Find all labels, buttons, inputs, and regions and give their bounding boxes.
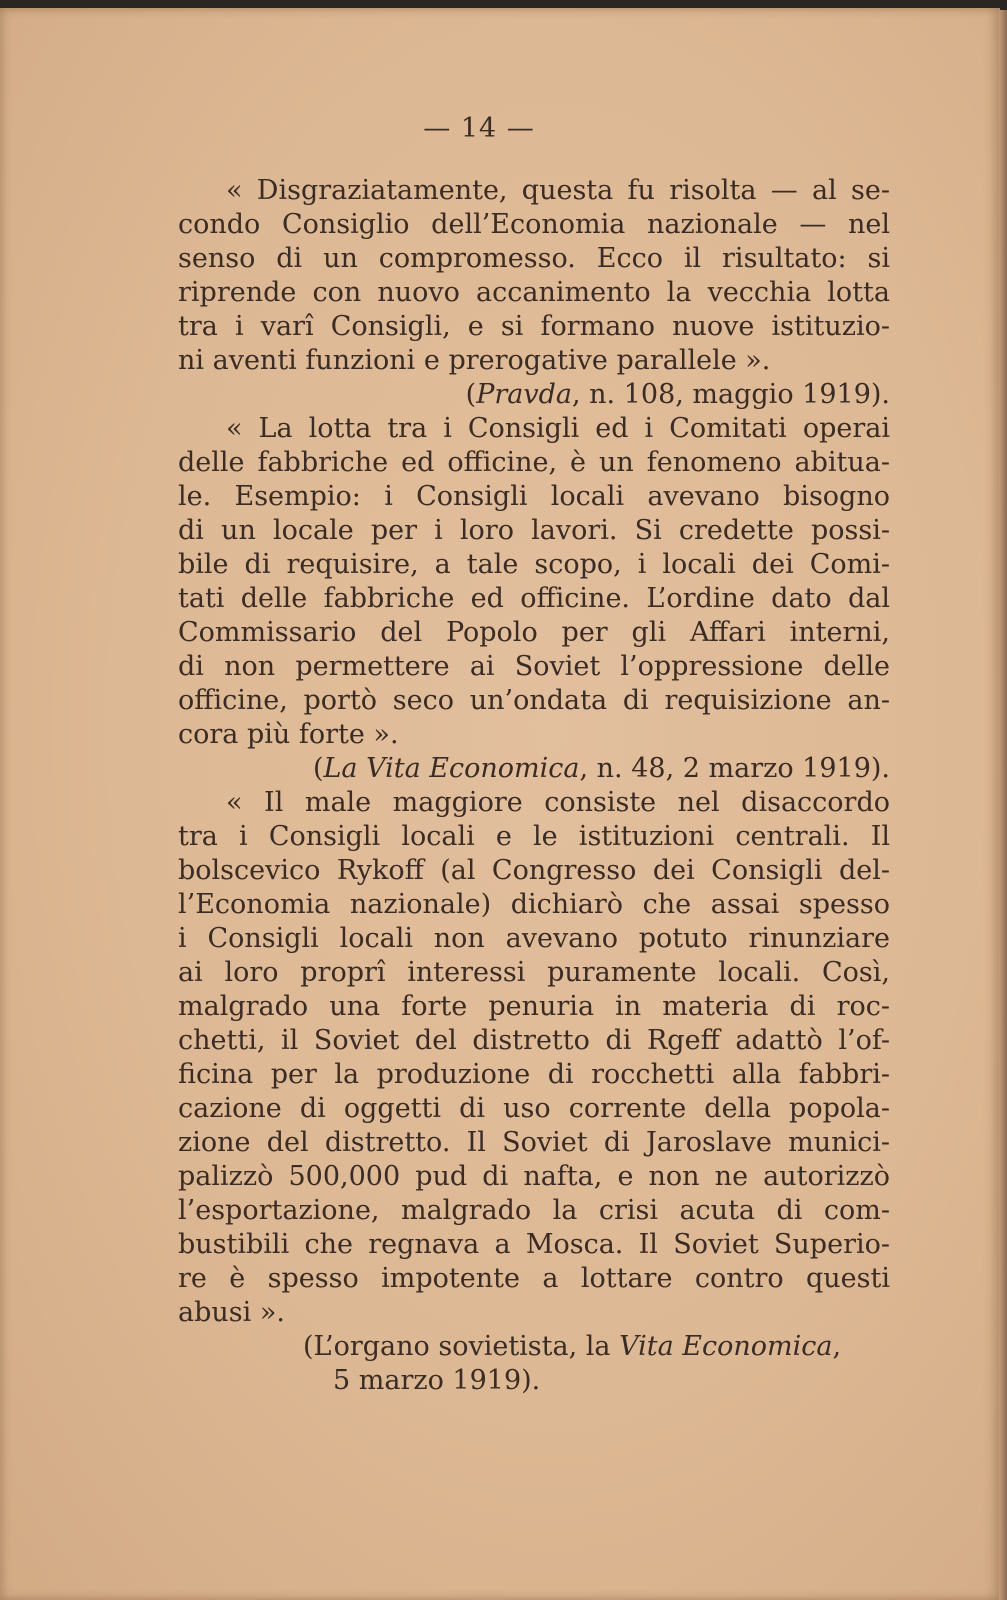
page-text [178,112,890,1398]
source-citation-3-line-2: 5 marzo 1919). [333,1365,541,1396]
text-line: tra i varî Consigli, e si formano nuove istituzio- [178,311,890,342]
source-citation-2 [178,752,890,786]
citation-title: La Vita Economica [323,753,580,784]
text-line: zione del distretto. Il Soviet di Jaroslave munici- [178,1127,890,1158]
citation-open: ( [312,753,324,784]
citation-open: ( [465,379,477,410]
text-line: officine, portò seco un’ondata di requisizione an- [178,685,890,716]
text-line: l’esportazione, malgrado la crisi acuta di com- [178,1195,890,1226]
text-line: cazione di oggetti di uso corrente della popola- [178,1093,890,1124]
text-line: malgrado una forte penuria in materia di roc- [178,991,890,1022]
text-line: bolscevico Rykoff (al Congresso dei Consigli del- [178,855,890,886]
text-line: condo Consiglio dell’Economia nazionale — nel [178,209,890,240]
page-edge [999,10,1007,1600]
text-line: le. Esempio: i Consigli locali avevano bisogno [178,481,890,512]
citation-title: Pravda [476,379,572,410]
text-line: re è spesso impotente a lottare contro questi [178,1263,890,1294]
text-line: Commissario del Popolo per gli Affari interni, [178,617,890,648]
text-line: bile di requisire, a tale scopo, i locali dei Comi- [178,549,890,580]
text-line: i Consigli locali non avevano potuto rinunziare [178,923,890,954]
text-line: chetti, il Soviet del distretto di Rgeff adattò l’of- [178,1025,890,1056]
text-line: ficina per la produzione di rocchetti alla fabbri- [178,1059,890,1090]
text-line: bustibili che regnava a Mosca. Il Soviet Superio- [178,1229,890,1260]
paragraph-1 [178,174,890,378]
citation-prefix: (L’organo sovietista, la [303,1331,620,1362]
citation-details: , n. 108, maggio 1919). [572,379,890,410]
text-line: l’Economia nazionale) dichiarò che assai spesso [178,889,890,920]
page-number: — 14 — [423,113,535,144]
text-line: palizzò 500,000 pud di nafta, e non ne autorizzò [178,1161,890,1192]
text-line: di non permettere ai Soviet l’oppressione delle [178,651,890,682]
text-line: di un locale per i loro lavori. Si credette possi- [178,515,890,546]
text-line: tra i Consigli locali e le istituzioni centrali. Il [178,821,890,852]
text-line: ni aventi funzioni e prerogative parallele ». [178,345,771,376]
source-citation-1 [178,378,890,412]
text-line: « Disgraziatamente, questa fu risolta — al se- [226,175,890,206]
text-line: « La lotta tra i Consigli ed i Comitati operai [226,413,890,444]
paragraph-2 [178,412,890,752]
citation-title: Vita Economica [619,1331,833,1362]
citation-details: , n. 48, 2 marzo 1919). [579,753,890,784]
source-citation-3-line-1 [178,1330,890,1364]
paragraph-3 [178,786,890,1330]
text-line: riprende con nuovo accanimento la vecchia lotta [178,277,890,308]
citation-comma: , [832,1331,842,1362]
text-line: senso di un compromesso. Ecco il risultato: si [178,243,890,274]
text-line: tati delle fabbriche ed officine. L’ordine dato dal [178,583,890,614]
text-line: delle fabbriche ed officine, è un fenomeno abitua- [178,447,890,478]
text-line: « Il male maggiore consiste nel disaccordo [226,787,890,818]
text-line: cora più forte ». [178,719,399,750]
text-line: ai loro proprî interessi puramente locali. Così, [178,957,890,988]
text-line: abusi ». [178,1297,285,1328]
